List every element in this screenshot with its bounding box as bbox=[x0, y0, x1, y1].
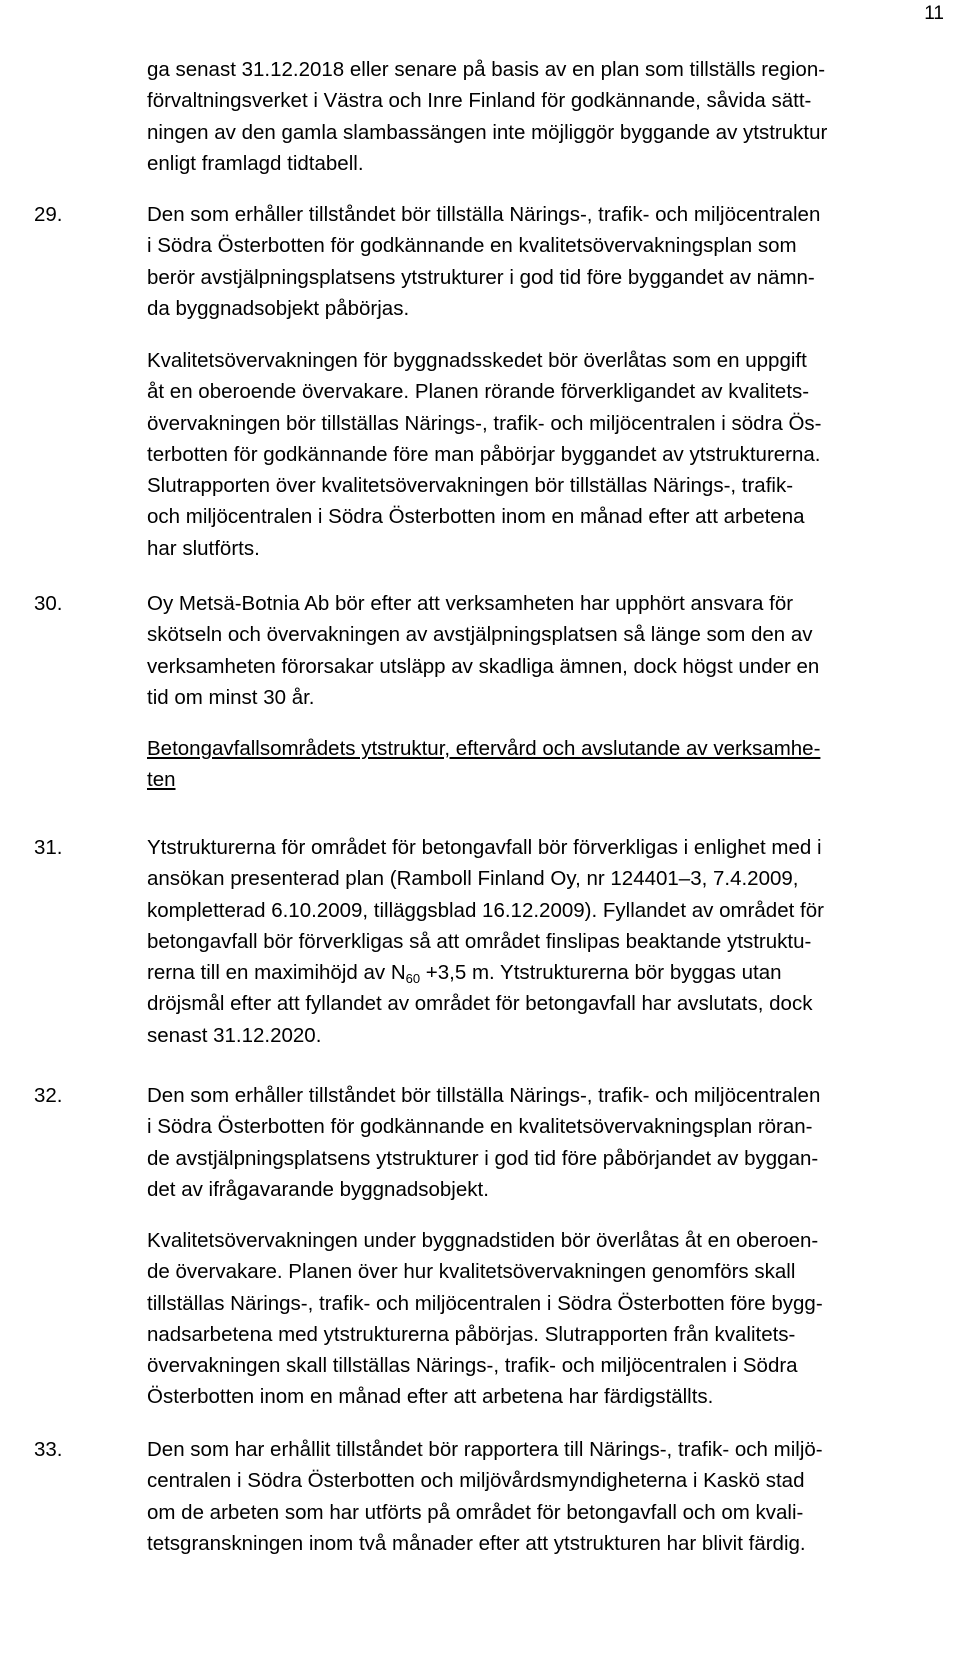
text-line: Oy Metsä-Botnia Ab bör efter att verksamheten har upphört ansvara för bbox=[147, 592, 794, 615]
intro-paragraph bbox=[147, 54, 912, 179]
text-line: skötseln och övervakningen av avstjälpningsplatsen så länge som den av bbox=[147, 623, 813, 647]
text-line: senast 31.12.2020. bbox=[147, 1023, 322, 1047]
text-line: centralen i Södra Österbotten och miljövårdsmyndigheterna i Kaskö stad bbox=[147, 1469, 805, 1493]
text-line: betongavfall bör förverkligas så att området finslipas beaktande ytstruktu- bbox=[147, 929, 812, 953]
text-line: åt en oberoende övervakare. Planen rörande förverkligandet av kvalitets- bbox=[147, 380, 810, 404]
item-31-paragraph bbox=[147, 832, 912, 1051]
text-line: har slutförts. bbox=[147, 536, 260, 560]
text-line: övervakningen bör tillställas Närings-, trafik- och miljöcentralen i södra Ös- bbox=[147, 411, 822, 435]
item-number-32: 32. bbox=[34, 1084, 63, 1107]
section-heading bbox=[147, 733, 912, 796]
text-line: och miljöcentralen i Södra Österbotten inom en månad efter att arbetena bbox=[147, 505, 805, 529]
text-line: Slutrapporten över kvalitetsövervakningen bör tillställas Närings-, trafik- bbox=[147, 474, 794, 498]
text-line: Österbotten inom en månad efter att arbetena har färdigställts. bbox=[147, 1385, 714, 1409]
text-line: Den som har erhållit tillståndet bör rapportera till Närings-, trafik- och miljö- bbox=[147, 1438, 823, 1461]
text-fragment: +3,5 m. Ytstrukturerna bör byggas utan bbox=[420, 961, 782, 985]
text-line: berör avstjälpningsplatsens ytstrukturer i god tid före byggandet av nämn- bbox=[147, 265, 815, 289]
text-line: tid om minst 30 år. bbox=[147, 685, 315, 709]
text-line: da byggnadsobjekt påbörjas. bbox=[147, 296, 410, 320]
text-fragment: rerna till en maximihöjd av N bbox=[147, 961, 406, 985]
text-line: Kvalitetsövervakningen under byggnadstiden bör överlåtas åt en oberoen- bbox=[147, 1229, 819, 1252]
text-line: kompletterad 6.10.2009, tilläggsblad 16.12.2009). Fyllandet av området för bbox=[147, 898, 824, 922]
text-line: terbotten för godkännande före man påbörjar byggandet av ytstrukturerna. bbox=[147, 442, 821, 466]
text-line: tetsgranskningen inom två månader efter att ytstrukturen har blivit färdig. bbox=[147, 1531, 806, 1555]
text-line: de avstjälpningsplatsens ytstrukturer i god tid före påbörjandet av byggan- bbox=[147, 1146, 819, 1170]
text-line: övervakningen skall tillställas Närings-, trafik- och miljöcentralen i Södra bbox=[147, 1354, 798, 1378]
item-29-paragraph-1 bbox=[147, 199, 912, 324]
text-line: dröjsmål efter att fyllandet av området för betongavfall har avslutats, dock bbox=[147, 992, 813, 1016]
text-line: det av ifrågavarande byggnadsobjekt. bbox=[147, 1177, 489, 1201]
text-line: ningen av den gamla slambassängen inte möjliggör byggande av ytstruktur bbox=[147, 120, 828, 144]
text-line: Den som erhåller tillståndet bör tillställa Närings-, trafik- och miljöcentralen bbox=[147, 1084, 821, 1107]
text-line: verksamheten förorsakar utsläpp av skadliga ämnen, dock högst under en bbox=[147, 654, 820, 678]
text-line-n60 bbox=[147, 961, 782, 987]
item-32-paragraph-1 bbox=[147, 1080, 912, 1205]
text-line: förvaltningsverket i Västra och Inre Finland för godkännande, såvida sätt- bbox=[147, 89, 812, 113]
text-line: i Södra Österbotten för godkännande en kvalitetsövervakningsplan som bbox=[147, 234, 797, 258]
text-line: nadsarbetena med ytstrukturerna påbörjas. Slutrapporten från kvalitets- bbox=[147, 1322, 796, 1346]
text-line: i Södra Österbotten för godkännande en kvalitetsövervakningsplan röran- bbox=[147, 1115, 813, 1139]
text-line: enligt framlagd tidtabell. bbox=[147, 151, 364, 175]
text-line: Den som erhåller tillståndet bör tillställa Närings-, trafik- och miljöcentralen bbox=[147, 203, 821, 226]
item-30-paragraph bbox=[147, 588, 912, 713]
text-line: om de arbeten som har utförts på området för betongavfall och om kvali- bbox=[147, 1500, 804, 1524]
heading-line: ten bbox=[147, 768, 176, 792]
item-33-paragraph bbox=[147, 1434, 912, 1559]
text-line: de övervakare. Planen över hur kvalitetsövervakningen genomförs skall bbox=[147, 1260, 796, 1284]
item-number-33: 33. bbox=[34, 1438, 63, 1461]
text-line: ga senast 31.12.2018 eller senare på basis av en plan som tillställs region- bbox=[147, 58, 826, 81]
item-number-29: 29. bbox=[34, 203, 63, 226]
heading-line: Betongavfallsområdets ytstruktur, eftervård och avslutande av verksamhe- bbox=[147, 737, 821, 760]
item-32-paragraph-2 bbox=[147, 1225, 912, 1413]
text-line: Ytstrukturerna för området för betongavfall bör förverkligas i enlighet med i bbox=[147, 836, 822, 859]
item-number-31: 31. bbox=[34, 836, 63, 859]
item-number-30: 30. bbox=[34, 592, 63, 615]
text-line: ansökan presenterad plan (Ramboll Finland Oy, nr 124401–3, 7.4.2009, bbox=[147, 867, 799, 891]
page-number: 11 bbox=[924, 3, 944, 24]
item-29-paragraph-2 bbox=[147, 345, 912, 564]
text-line: tillställas Närings-, trafik- och miljöcentralen i Södra Österbotten före bygg- bbox=[147, 1291, 823, 1315]
subscript-60: 60 bbox=[405, 971, 421, 987]
text-line: Kvalitetsövervakningen för byggnadsskedet bör överlåtas som en uppgift bbox=[147, 349, 807, 372]
